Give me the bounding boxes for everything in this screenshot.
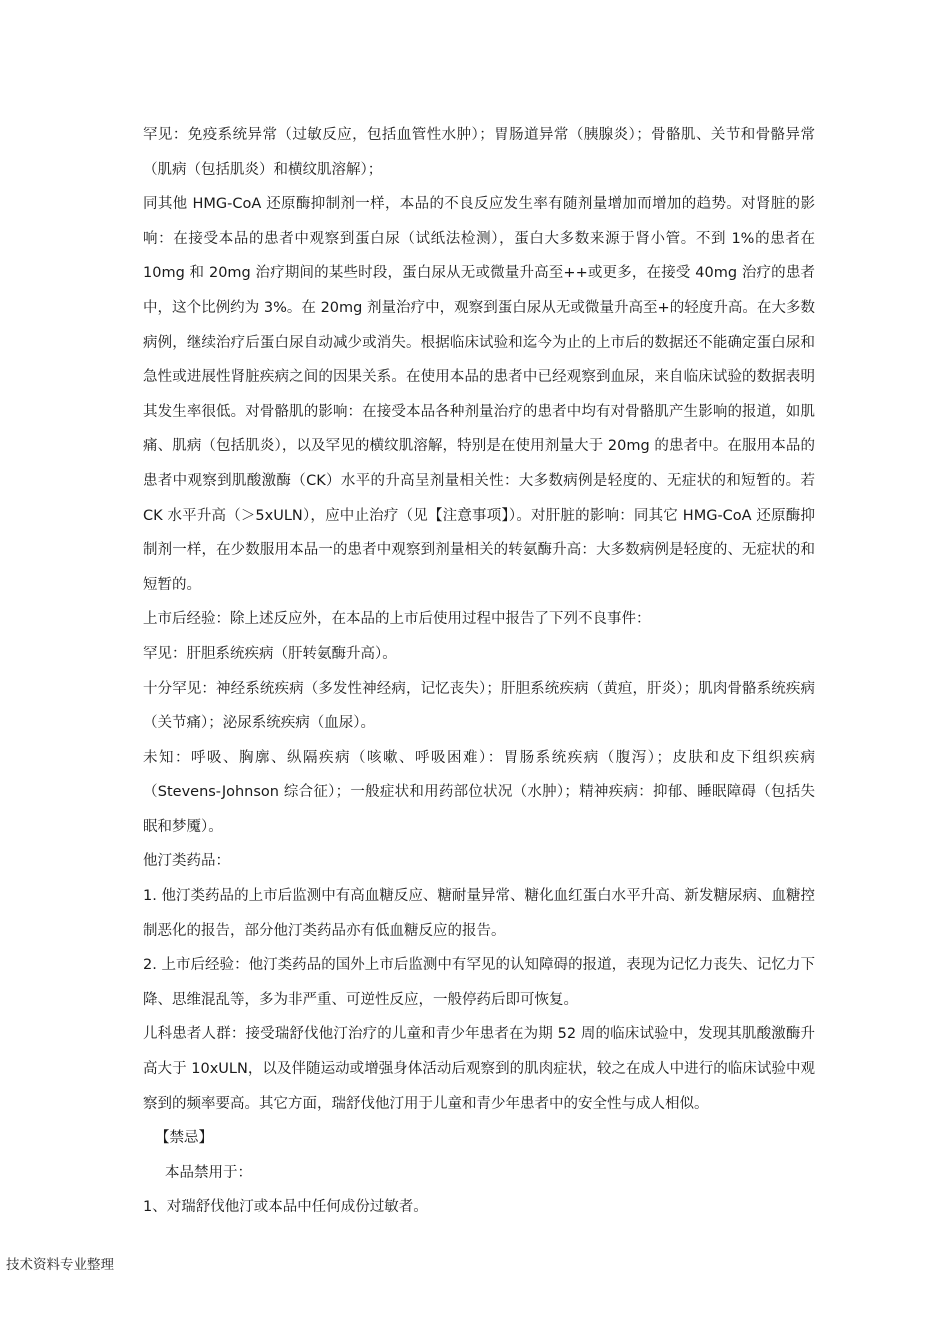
section-heading-contraindications: 【禁忌】 <box>155 1130 213 1147</box>
document-body <box>143 118 815 1225</box>
paragraph-very-rare: 十分罕见：神经系统疾病（多发性神经病，记忆丧失）；肝胆系统疾病（黄疸，肝炎）；肌肉骨骼系统疾病（关节痛）；泌尿系统疾病（血尿）。 <box>143 680 815 732</box>
paragraph-rare-hepatobiliary: 罕见：肝胆系统疾病（肝转氨酶升高）。 <box>143 645 397 662</box>
page-footer: 技术资料专业整理 <box>6 1257 114 1273</box>
paragraph-statins-item-2: 2. 上市后经验：他汀类药品的国外上市后监测中有罕见的认知障碍的报道，表现为记忆力丧失、记忆力下降、思维混乱等，多为非严重、可逆性反应，一般停药后即可恢复。 <box>143 957 815 1008</box>
paragraph-pediatric: 儿科患者人群：接受瑞舒伐他汀治疗的儿童和青少年患者在为期 52 周的临床试验中，发现其肌酸激酶升高大于 10xULN，以及伴随运动或增强身体活动后观察到的肌肉症状，较之在成人中进行的临床试验中观察到的频率要高。其它方面，瑞舒伐他汀用于儿童和青少年患者中的安全性与成人相似。 <box>143 1026 815 1112</box>
section-intro: 本品禁用于： <box>165 1164 252 1181</box>
paragraph-statins-heading: 他汀类药品： <box>143 853 230 870</box>
paragraph-statins-item-1: 1. 他汀类药品的上市后监测中有高血糖反应、糖耐量异常、糖化血红蛋白水平升高、新发糖尿病、血糖控制恶化的报告，部分他汀类药品亦有低血糖反应的报告。 <box>143 888 815 939</box>
paragraph-unknown: 未知：呼吸、胸廓、纵隔疾病（咳嗽、呼吸困难）：胃肠系统疾病（腹泻）；皮肤和皮下组织疾病（Stevens-Johnson 综合征）；一般症状和用药部位状况（水肿）；精神疾病：抑郁、睡眠障碍（包括失眠和梦魇）。 <box>143 749 815 835</box>
paragraph-postmarketing-intro: 上市后经验：除上述反应外，在本品的上市后使用过程中报告了下列不良事件： <box>143 611 651 628</box>
contraindication-item-1: 1、对瑞舒伐他汀或本品中任何成份过敏者。 <box>143 1199 428 1216</box>
paragraph-dose-effects: 同其他 HMG-CoA 还原酶抑制剂一样，本品的不良反应发生率有随剂量增加而增加的趋势。对肾脏的影响：在接受本品的患者中观察到蛋白尿（试纸法检测），蛋白大多数来源于肾小管。不到 1%的患者在 10mg 和 20mg 治疗期间的某些时段，蛋白尿从无或微量升高至++或更多，在接受 40mg 治疗的患者中，这个比例约为 3%。在 20mg 剂量治疗中，观察到蛋白尿从无或微量升高至+的轻度升高。在大多数病例，继续治疗后蛋白尿自动减少或消失。根据临床试验和迄今为止的上市后的数据还不能确定蛋白尿和急性或进展性肾脏疾病之间的因果关系。在使用本品的患者中已经观察到血尿，来自临床试验的数据表明其发生率很低。对骨骼肌的影响：在接受本品各种剂量治疗的患者中均有对骨骼肌产生影响的报道，如肌痛、肌病（包括肌炎），以及罕见的横纹肌溶解，特别是在使用剂量大于 20mg 的患者中。在服用本品的患者中观察到肌酸激酶（CK）水平的升高呈剂量相关性：大多数病例是轻度的、无症状的和短暂的。若 CK 水平升高（＞5xULN），应中止治疗（见【注意事项】）。对肝脏的影响：同其它 HMG-CoA 还原酶抑制剂一样，在少数服用本品一的患者中观察到剂量相关的转氨酶升高：大多数病例是轻度的、无症状的和短暂的。 <box>143 196 815 593</box>
paragraph-rare-immune: 罕见：免疫系统异常（过敏反应，包括血管性水肿）；胃肠道异常（胰腺炎）；骨骼肌、关节和骨骼异常（肌病（包括肌炎）和横纹肌溶解）； <box>143 127 815 178</box>
